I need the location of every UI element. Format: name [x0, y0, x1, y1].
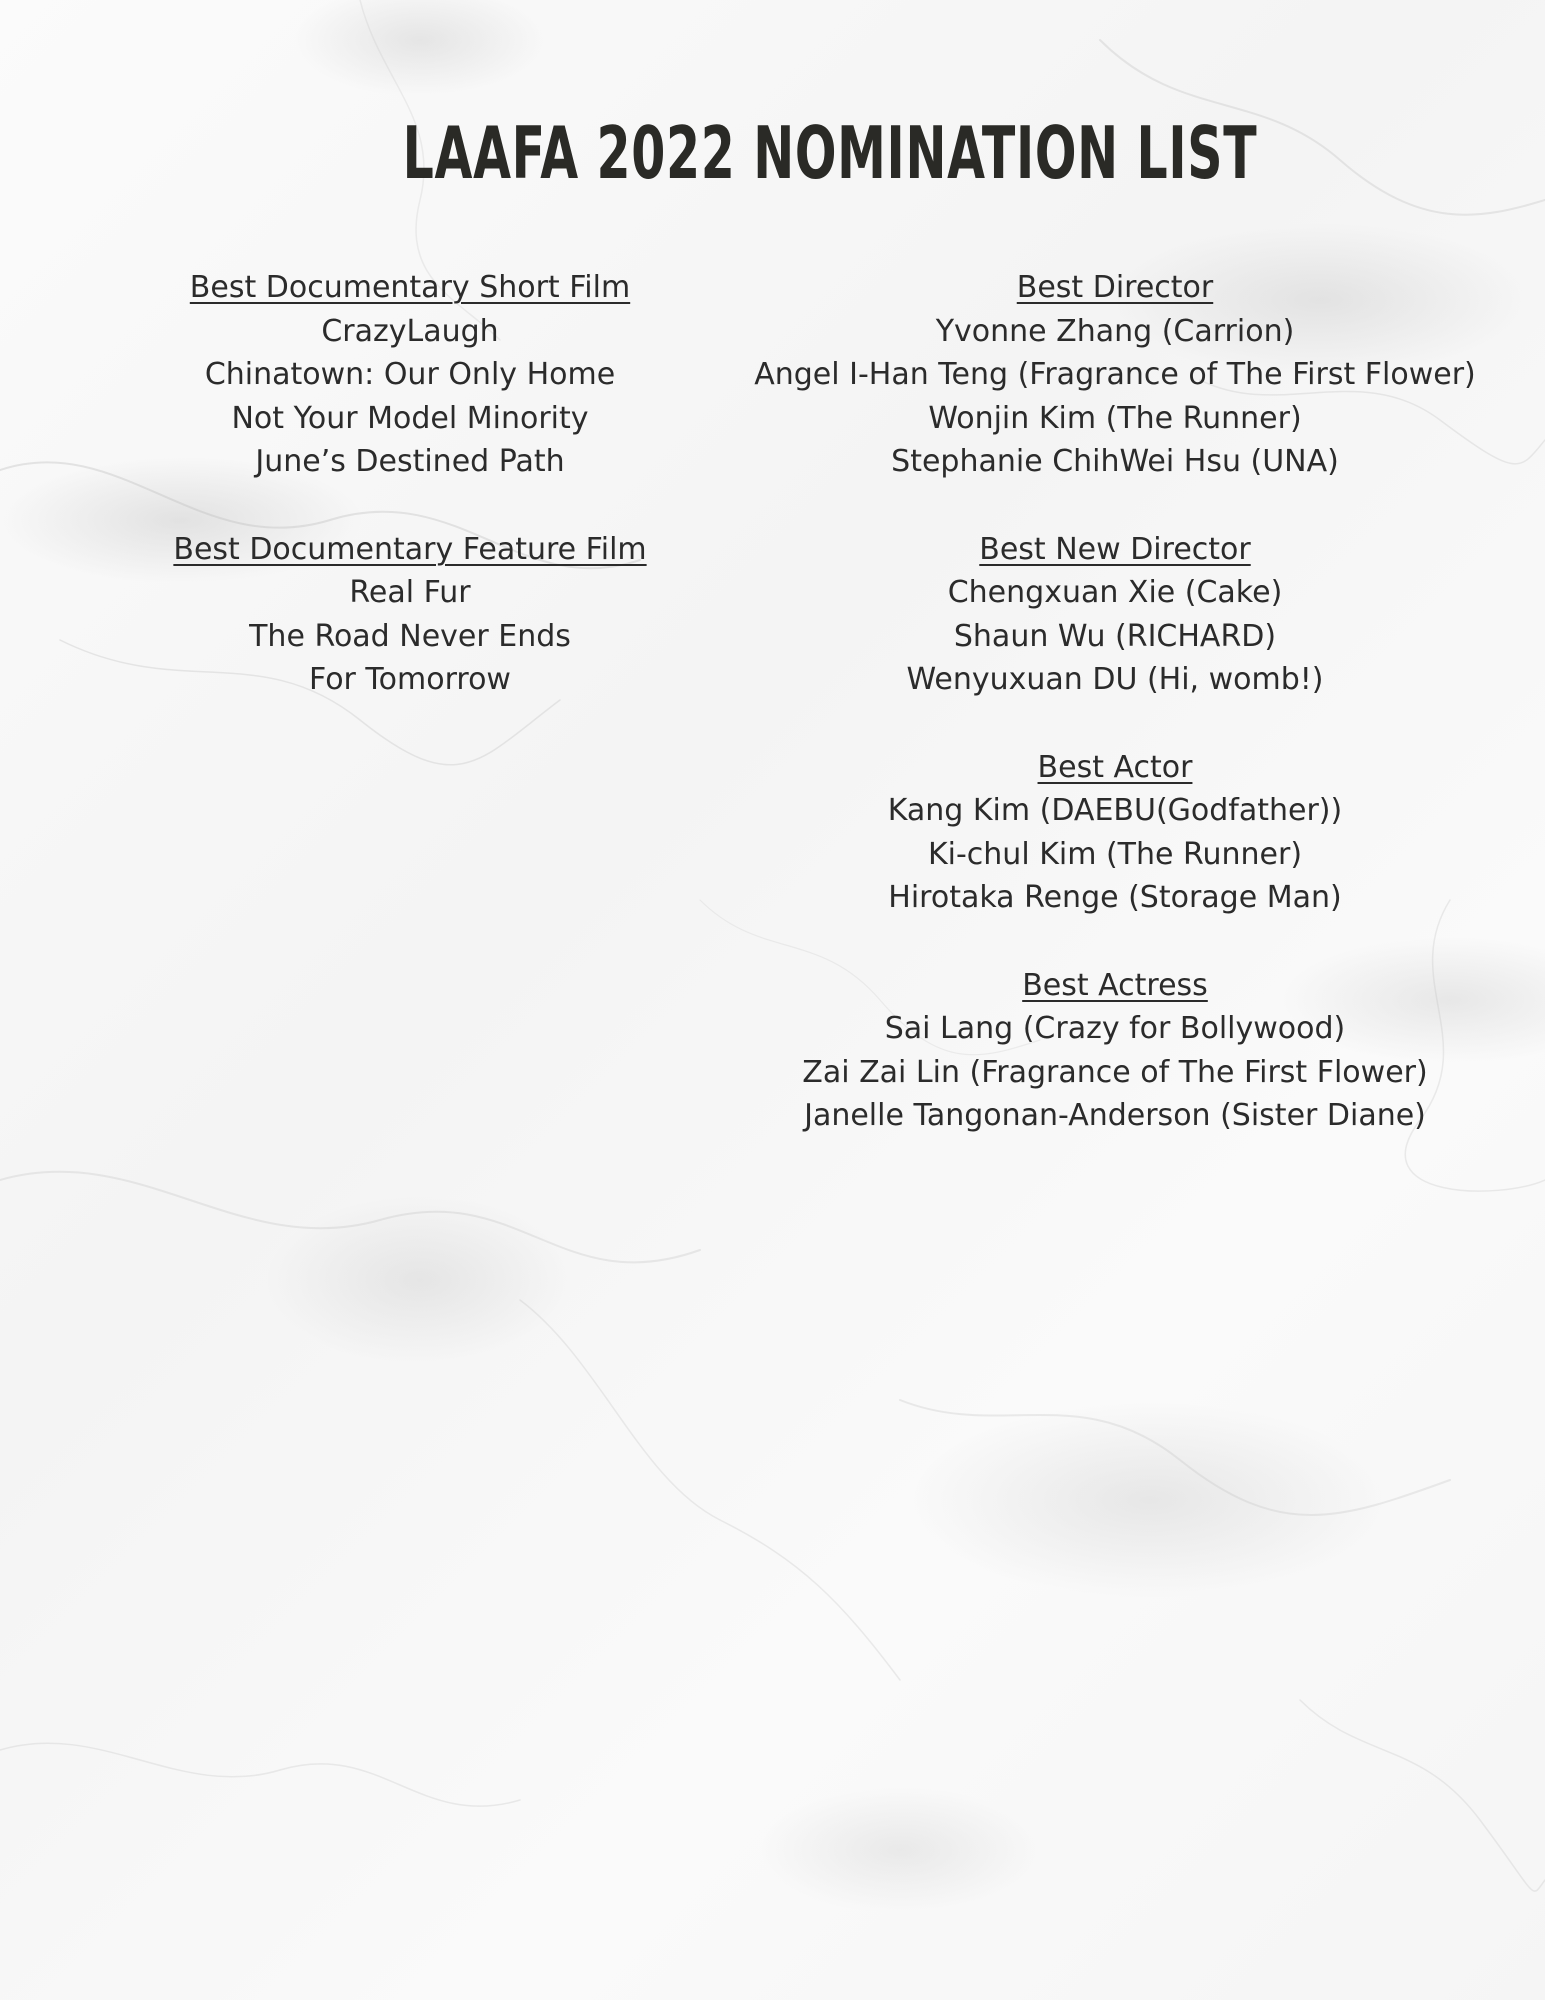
nominee: Zai Zai Lin (Fragrance of The First Flower) [802, 1054, 1428, 1090]
nominee: Wenyuxuan DU (Hi, womb!) [906, 662, 1324, 698]
nominee: Angel I-Han Teng (Fragrance of The First Flower) [754, 357, 1476, 393]
category-block [715, 528, 1515, 702]
category-title: Best Documentary Short Film [189, 270, 631, 305]
category-title: Best Director [1016, 270, 1214, 305]
right-column [715, 266, 1515, 1181]
nominee: Shaun Wu (RICHARD) [953, 618, 1277, 654]
category-title: Best New Director [979, 531, 1251, 567]
nominee: CrazyLaugh [321, 313, 499, 349]
category-block [715, 266, 1515, 484]
category-title: Best Actress [1022, 967, 1208, 1003]
nominee: For Tomorrow [309, 662, 511, 698]
left-column [100, 266, 720, 746]
category-block [715, 964, 1515, 1138]
nominee: Chengxuan Xie (Cake) [947, 575, 1283, 611]
nominee: The Road Never Ends [249, 618, 571, 654]
nominee: Chinatown: Our Only Home [204, 357, 616, 393]
category-block [715, 746, 1515, 920]
nominee: Ki-chul Kim (The Runner) [927, 836, 1303, 872]
nominee: Kang Kim (DAEBU(Godfather)) [887, 793, 1343, 829]
nominee: Janelle Tangonan-Anderson (Sister Diane) [804, 1098, 1426, 1134]
page-title: LAAFA 2022 NOMINATION LIST [402, 111, 1258, 195]
nominee: Real Fur [349, 575, 471, 611]
nominee: Stephanie ChihWei Hsu (UNA) [891, 444, 1339, 480]
nominee: Sai Lang (Crazy for Bollywood) [884, 1011, 1346, 1047]
nominee: Hirotaka Renge (Storage Man) [888, 880, 1342, 916]
category-block [100, 266, 720, 484]
nominee: Not Your Model Minority [231, 400, 589, 436]
category-title: Best Actor [1037, 749, 1193, 785]
nominee: Yvonne Zhang (Carrion) [935, 313, 1295, 349]
nominee: Wonjin Kim (The Runner) [928, 400, 1302, 436]
category-title: Best Documentary Feature Film [173, 531, 647, 567]
nominee: June’s Destined Path [255, 444, 565, 480]
category-block [100, 528, 720, 702]
